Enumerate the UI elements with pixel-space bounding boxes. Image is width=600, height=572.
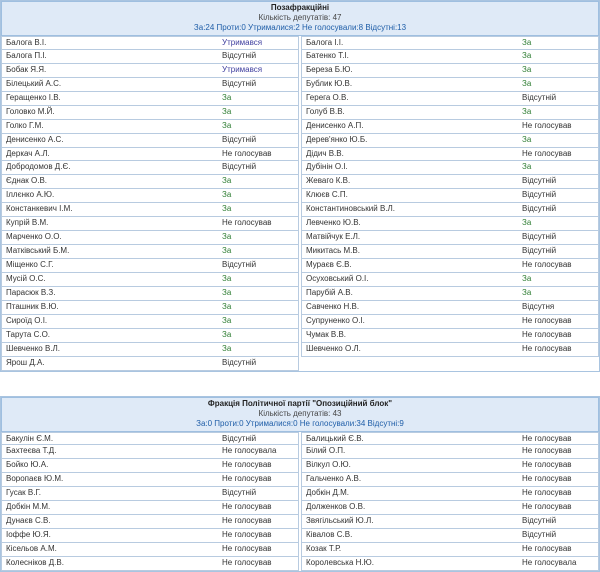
- deputy-vote: Відсутній: [222, 488, 257, 498]
- deputy-vote: За: [522, 162, 532, 172]
- deputies-column-left: [1, 432, 299, 571]
- deputy-row: [1, 301, 299, 315]
- deputy-vote: Не голосував: [222, 544, 272, 553]
- deputy-vote: За: [522, 106, 532, 116]
- deputy-vote: За: [222, 273, 232, 283]
- deputy-vote: Не голосував: [522, 148, 572, 158]
- deputy-row: [301, 473, 599, 487]
- deputy-vote: Відсутній: [222, 162, 257, 172]
- deputy-vote: Відсутня: [522, 301, 555, 311]
- deputy-name: Голко Г.М.: [6, 120, 44, 130]
- deputy-vote: Відсутній: [522, 190, 557, 200]
- faction-header: [1, 397, 599, 432]
- deputy-row: [301, 64, 599, 78]
- deputy-vote: За: [522, 134, 532, 144]
- faction-spacer: [0, 372, 600, 396]
- deputy-vote: Не голосував: [522, 446, 572, 456]
- deputy-name: Бублик Ю.В.: [306, 78, 353, 88]
- deputy-name: Єднак О.В.: [6, 176, 48, 186]
- deputy-name: Жеваго К.В.: [306, 176, 351, 186]
- deputy-row: [1, 329, 299, 343]
- deputy-row: [301, 501, 599, 515]
- deputy-name: Береза Б.Ю.: [306, 64, 353, 74]
- deputy-row: [1, 529, 299, 543]
- deputy-row: [1, 501, 299, 515]
- deputy-row: [301, 445, 599, 459]
- deputy-vote: Відсутній: [222, 78, 257, 88]
- deputy-row: [301, 148, 599, 162]
- deputy-row: [301, 134, 599, 148]
- deputy-row: [301, 231, 599, 245]
- deputy-name: Балицький Є.В.: [306, 433, 364, 443]
- deputy-vote: Не голосував: [222, 530, 272, 540]
- deputy-vote: За: [522, 64, 532, 74]
- deputy-vote: За: [222, 287, 232, 297]
- deputy-row: [1, 120, 299, 134]
- deputy-row: [1, 259, 299, 273]
- deputy-name: Звягільський Ю.Л.: [306, 516, 374, 526]
- deputy-row: [301, 203, 599, 217]
- deputy-vote: Не голосував: [522, 488, 572, 498]
- deputy-row: [301, 459, 599, 473]
- deputy-name: Дідич В.В.: [306, 148, 344, 158]
- deputy-vote: Утримався: [222, 64, 263, 74]
- deputy-name: Колесніков Д.В.: [6, 557, 64, 567]
- deputy-name: Денисенко А.П.: [306, 120, 364, 130]
- faction-vote-summary: За:0 Проти:0 Утрималися:0 Не голосували:34 Відсутні:9: [196, 418, 404, 428]
- deputy-row: [1, 134, 299, 148]
- deputy-vote: Відсутній: [522, 516, 557, 526]
- deputy-vote: За: [522, 78, 532, 88]
- faction-header: [1, 1, 599, 36]
- deputy-vote: Не голосувала: [222, 446, 277, 456]
- deputy-row: [301, 301, 599, 315]
- deputy-row: [301, 92, 599, 106]
- deputy-row: [301, 259, 599, 273]
- deputy-row: [1, 231, 299, 245]
- deputy-row: [301, 432, 599, 446]
- deputies-columns: [1, 36, 599, 371]
- deputies-column-left: [1, 36, 299, 371]
- deputy-name: Королевська Н.Ю.: [306, 557, 374, 567]
- deputy-vote: За: [222, 246, 232, 256]
- deputy-name: Денисенко А.С.: [6, 134, 64, 144]
- deputy-row: [1, 189, 299, 203]
- deputy-row: [1, 487, 299, 501]
- deputy-row: [1, 287, 299, 301]
- deputy-row: [1, 515, 299, 529]
- deputy-vote: Відсутній: [522, 232, 557, 242]
- deputy-vote: Не голосував: [522, 260, 572, 269]
- deputy-vote: Не голосував: [522, 120, 572, 130]
- faction-deputy-count: Кількість депутатів: 43: [258, 408, 342, 418]
- deputy-name: Міщенко С.Г.: [6, 260, 54, 269]
- deputy-row: [1, 161, 299, 175]
- deputy-name: Дубінін О.І.: [306, 162, 348, 172]
- deputy-name: Вілкул О.Ю.: [306, 460, 351, 470]
- deputy-vote: Не голосував: [222, 474, 272, 484]
- deputy-name: Бахтеєва Т.Д.: [6, 446, 57, 456]
- deputy-name: Балога В.І.: [6, 38, 47, 47]
- deputy-row: [301, 287, 599, 301]
- deputy-name: Шевченко О.Л.: [306, 343, 361, 353]
- deputy-name: Кісельов А.М.: [6, 544, 57, 553]
- deputies-column-right: [301, 36, 599, 371]
- deputy-vote: За: [222, 315, 232, 325]
- deputy-vote: За: [522, 218, 532, 228]
- deputy-name: Констанкевич І.М.: [6, 204, 73, 214]
- deputy-name: Козак Т.Р.: [306, 544, 342, 553]
- deputy-name: Добкін М.М.: [6, 502, 51, 512]
- deputy-name: Бакулін Є.М.: [6, 433, 54, 443]
- deputies-column-right: [301, 432, 599, 571]
- deputy-name: Шевченко В.Л.: [6, 343, 60, 353]
- deputy-row: [301, 343, 599, 357]
- deputy-vote: Відсутній: [522, 92, 557, 102]
- deputy-name: Бобак Я.Я.: [6, 64, 47, 74]
- deputy-vote: За: [222, 120, 232, 130]
- deputy-vote: За: [222, 106, 232, 116]
- deputy-row: [301, 120, 599, 134]
- deputy-row: [1, 432, 299, 446]
- deputy-name: Іоффе Ю.Я.: [6, 530, 51, 540]
- deputy-vote: Не голосував: [522, 315, 572, 325]
- deputy-name: Гальченко А.В.: [306, 474, 362, 484]
- deputy-vote: За: [222, 301, 232, 311]
- deputy-vote: Відсутній: [222, 50, 257, 60]
- deputy-row: [1, 357, 299, 371]
- deputy-name: Добродомов Д.Є.: [6, 162, 71, 172]
- deputy-vote: Не голосував: [222, 557, 272, 567]
- deputy-vote: За: [222, 92, 232, 102]
- deputy-vote: Відсутній: [522, 204, 557, 214]
- deputy-vote: Не голосувала: [522, 557, 577, 567]
- deputy-name: Бойко Ю.А.: [6, 460, 49, 470]
- deputy-name: Білий О.П.: [306, 446, 346, 456]
- deputy-name: Долженков О.В.: [306, 502, 366, 512]
- deputy-vote: Не голосував: [522, 502, 572, 512]
- deputy-name: Гусак В.Г.: [6, 488, 42, 498]
- deputy-name: Мусій О.С.: [6, 273, 46, 283]
- faction-title: Фракція Політичної партії "Опозиційний блок": [207, 398, 393, 408]
- deputy-vote: Не голосував: [522, 433, 572, 443]
- deputy-name: Балога П.І.: [6, 50, 47, 60]
- deputy-vote: Відсутній: [522, 176, 557, 186]
- deputy-row: [1, 78, 299, 92]
- deputy-row: [1, 473, 299, 487]
- faction-vote-summary: За:24 Проти:0 Утрималися:2 Не голосували:8 Відсутні:13: [193, 23, 407, 32]
- deputy-name: Клюєв С.П.: [306, 190, 348, 200]
- deputy-vote: За: [522, 50, 532, 60]
- deputy-row: [1, 273, 299, 287]
- deputy-row: [1, 445, 299, 459]
- deputy-name: Ярош Д.А.: [6, 357, 45, 367]
- deputy-row: [301, 36, 599, 50]
- deputy-row: [301, 50, 599, 64]
- deputy-name: Мураєв Є.В.: [306, 260, 352, 269]
- deputy-vote: Не голосував: [522, 329, 572, 339]
- deputy-name: Парубій А.В.: [306, 287, 353, 297]
- deputy-row: [1, 217, 299, 231]
- deputy-name: Дерев'янко Ю.Б.: [306, 134, 368, 144]
- faction-deputy-count: Кількість депутатів: 47: [258, 13, 342, 22]
- deputy-name: Тарута С.О.: [6, 329, 51, 339]
- deputy-row: [301, 161, 599, 175]
- deputy-name: Матківський Б.М.: [6, 246, 70, 256]
- deputy-row: [1, 459, 299, 473]
- deputy-vote: Не голосував: [222, 502, 272, 512]
- deputy-name: Левченко Ю.В.: [306, 218, 361, 228]
- deputy-row: [301, 217, 599, 231]
- deputy-vote: Не голосував: [522, 544, 572, 553]
- deputy-row: [301, 557, 599, 571]
- deputy-row: [301, 515, 599, 529]
- deputy-name: Воропаєв Ю.М.: [6, 474, 64, 484]
- deputy-row: [1, 315, 299, 329]
- deputy-row: [1, 175, 299, 189]
- deputy-row: [1, 92, 299, 106]
- deputy-row: [301, 106, 599, 120]
- deputy-name: Марченко О.О.: [6, 232, 62, 242]
- deputy-vote: Утримався: [222, 38, 263, 47]
- deputy-vote: Не голосував: [522, 460, 572, 470]
- deputy-name: Купрій В.М.: [6, 218, 49, 228]
- deputy-row: [1, 50, 299, 64]
- deputy-vote: Відсутній: [222, 433, 257, 443]
- deputy-name: Балога І.І.: [306, 38, 344, 47]
- deputy-row: [301, 189, 599, 203]
- deputy-row: [1, 64, 299, 78]
- deputy-vote: За: [222, 190, 232, 200]
- deputy-vote: За: [222, 176, 232, 186]
- deputy-name: Микитась М.В.: [306, 246, 360, 256]
- deputy-vote: За: [522, 38, 532, 47]
- deputy-name: Білецький А.С.: [6, 78, 62, 88]
- deputy-name: Матвійчук Е.Л.: [306, 232, 361, 242]
- deputy-name: Ківалов С.В.: [306, 530, 353, 540]
- deputy-row: [301, 487, 599, 501]
- deputy-row: [1, 148, 299, 162]
- deputy-vote: Відсутній: [222, 357, 257, 367]
- deputy-vote: За: [222, 329, 232, 339]
- deputy-vote: Відсутній: [522, 530, 557, 540]
- deputy-vote: За: [522, 287, 532, 297]
- deputy-vote: За: [222, 204, 232, 214]
- deputy-name: Чумак В.В.: [306, 329, 347, 339]
- deputy-vote: Відсутній: [222, 134, 257, 144]
- deputy-name: Герега О.В.: [306, 92, 349, 102]
- deputy-vote: Не голосував: [522, 343, 572, 353]
- deputy-row: [1, 36, 299, 50]
- deputy-row: [301, 175, 599, 189]
- deputy-row: [301, 273, 599, 287]
- deputy-vote: Не голосував: [222, 218, 272, 228]
- deputy-vote: Відсутній: [522, 246, 557, 256]
- deputy-name: Деркач А.Л.: [6, 148, 50, 158]
- deputy-row: [301, 78, 599, 92]
- deputy-name: Савченко Н.В.: [306, 301, 360, 311]
- deputy-name: Іллєнко А.Ю.: [6, 190, 55, 200]
- deputy-name: Пташник В.Ю.: [6, 301, 59, 311]
- deputies-columns: [1, 432, 599, 571]
- deputy-vote: Не голосував: [222, 148, 272, 158]
- deputy-name: Добкін Д.М.: [306, 488, 349, 498]
- deputy-row: [1, 203, 299, 217]
- deputy-vote: За: [522, 273, 532, 283]
- deputy-row: [301, 315, 599, 329]
- deputy-name: Парасюк В.З.: [6, 287, 56, 297]
- faction-opposition-bloc: [0, 396, 600, 572]
- deputy-name: Головко М.Й.: [6, 106, 55, 116]
- deputy-name: Геращенко І.В.: [6, 92, 61, 102]
- deputy-vote: Не голосував: [222, 460, 272, 470]
- faction-title: Позафракційні: [270, 3, 330, 12]
- deputy-name: Осуховський О.І.: [306, 273, 369, 283]
- deputy-vote: За: [222, 343, 232, 353]
- deputy-row: [1, 245, 299, 259]
- deputy-name: Константиновський В.Л.: [306, 204, 395, 214]
- deputy-name: Батенко Т.І.: [306, 50, 349, 60]
- deputy-row: [1, 343, 299, 357]
- deputy-vote: Відсутній: [222, 260, 257, 269]
- deputy-row: [301, 329, 599, 343]
- deputy-vote: За: [222, 232, 232, 242]
- deputy-name: Дунаєв С.В.: [6, 516, 51, 526]
- deputy-row: [1, 106, 299, 120]
- deputy-name: Сироїд О.І.: [6, 315, 48, 325]
- deputy-vote: Не голосував: [222, 516, 272, 526]
- deputy-name: Голуб В.В.: [306, 106, 345, 116]
- deputy-row: [301, 529, 599, 543]
- deputy-name: Супруненко О.І.: [306, 315, 365, 325]
- deputy-row: [1, 557, 299, 571]
- deputy-vote: Не голосував: [522, 474, 572, 484]
- deputy-row: [301, 245, 599, 259]
